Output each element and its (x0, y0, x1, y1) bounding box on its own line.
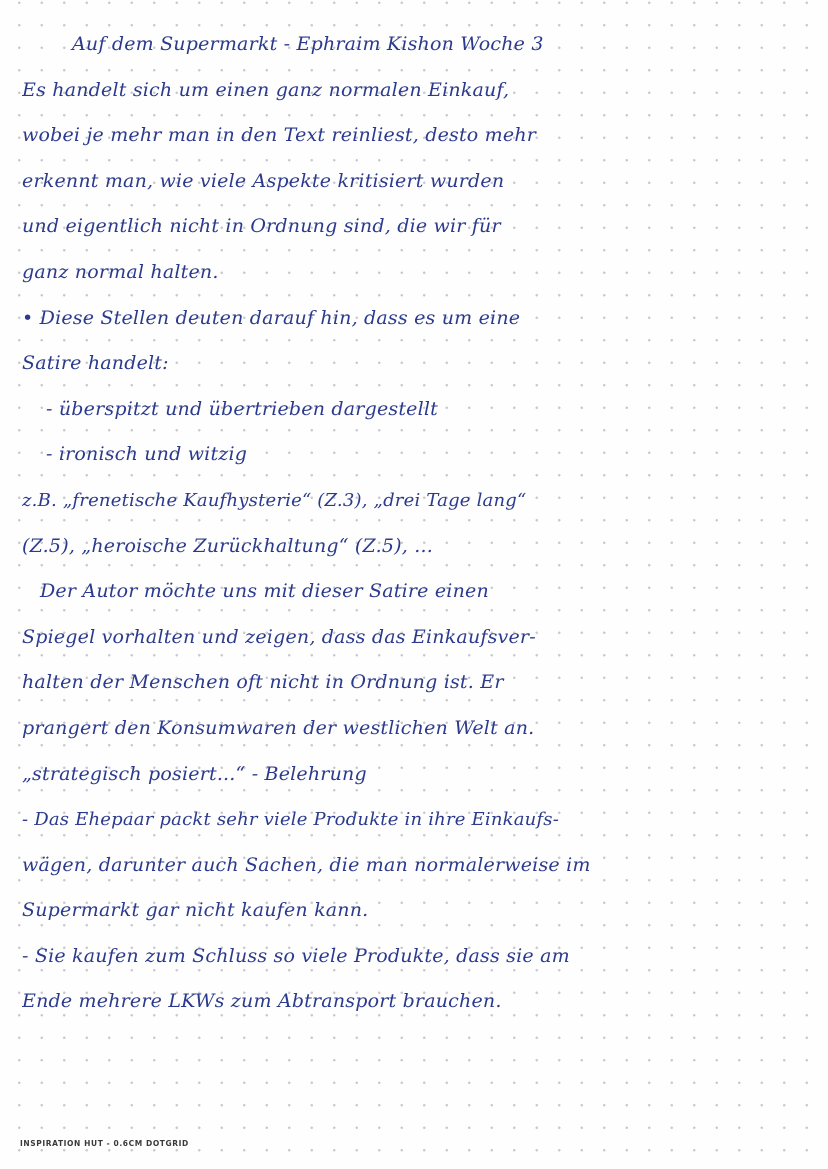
note-line: Supermarkt gar nicht kaufen kann. (22, 899, 369, 922)
note-title-line: Auf dem Supermarkt - Ephraim Kishon Woche 3 (72, 33, 544, 55)
note-line: Der Autor möchte uns mit dieser Satire einen (40, 580, 489, 603)
notebook-brand-footer: INSPIRATION HUT - 0.6CM DOTGRID (20, 1139, 189, 1148)
note-line: Ende mehrere LKWs zum Abtransport brauchen. (22, 990, 502, 1013)
note-sub-item: - ironisch und witzig (46, 443, 248, 466)
note-line: prangert den Konsumwaren der westlichen Welt an. (22, 716, 535, 739)
note-line: „strategisch posiert...“ - Belehrung (22, 762, 367, 785)
note-line: halten der Menschen oft nicht in Ordnung ist. Er (22, 671, 504, 694)
note-line: Es handelt sich um einen ganz normalen Einkauf, (22, 78, 510, 101)
note-dash-line: - Das Ehepaar packt sehr viele Produkte in ihre Einkaufs- (22, 809, 560, 831)
handwritten-notes (22, 22, 812, 1025)
note-line: ganz normal halten. (22, 260, 219, 283)
note-example-line: z.B. „frenetische Kaufhysterie“ (Z.3), „drei Tage lang“ (22, 489, 527, 511)
note-line: wägen, darunter auch Sachen, die man normalerweise im (22, 853, 591, 876)
note-line: wobei je mehr man in den Text reinliest, desto mehr (22, 124, 537, 147)
note-line: Spiegel vorhalten und zeigen, dass das Einkaufsver- (22, 625, 536, 648)
note-example-line: (Z.5), „heroische Zurückhaltung“ (Z.5), ... (22, 534, 433, 557)
note-line: Satire handelt: (22, 352, 169, 375)
note-bullet-line: • Diese Stellen deuten darauf hin, dass es um eine (22, 306, 521, 329)
note-sub-item: - überspitzt und übertrieben dargestellt (46, 397, 439, 420)
note-line: und eigentlich nicht in Ordnung sind, die wir für (22, 215, 501, 238)
note-line: erkennt man, wie viele Aspekte kritisiert wurden (22, 169, 505, 192)
note-dash-line: - Sie kaufen zum Schluss so viele Produkte, dass sie am (22, 944, 570, 967)
